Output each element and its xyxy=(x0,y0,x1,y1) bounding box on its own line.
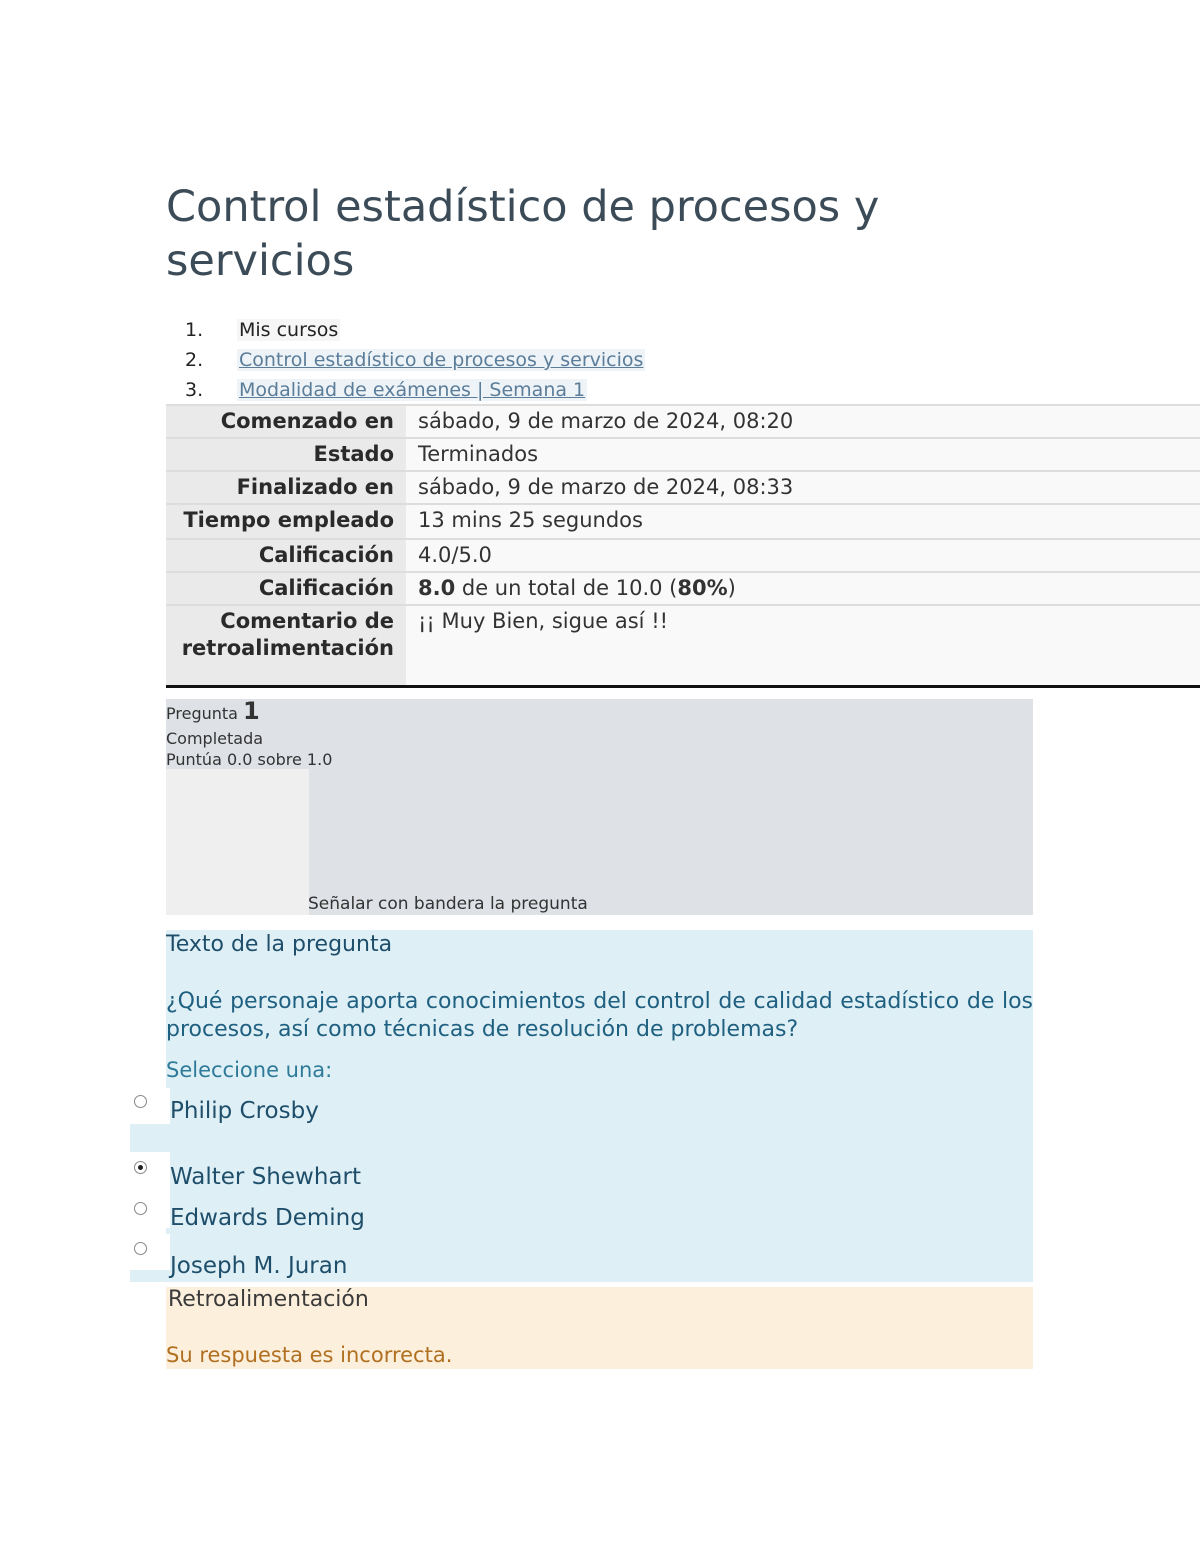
question-info-sidebar xyxy=(166,769,309,915)
grade-score: 8.0 xyxy=(418,576,456,600)
breadcrumb-number: 2. xyxy=(185,349,204,371)
option-radio-4[interactable] xyxy=(134,1242,147,1255)
option-radio-3[interactable] xyxy=(134,1202,147,1215)
summary-value: sábado, 9 de marzo de 2024, 08:33 xyxy=(406,471,1200,504)
option-gutter xyxy=(130,1270,170,1282)
summary-label: Calificación xyxy=(166,572,406,605)
summary-value: ¡¡ Muy Bien, sigue así !! xyxy=(406,605,1200,687)
feedback-message: Su respuesta es incorrecta. xyxy=(166,1343,453,1367)
summary-label: Finalizado en xyxy=(166,471,406,504)
question-prefix: Pregunta xyxy=(166,704,238,723)
option-radio-2[interactable] xyxy=(134,1161,147,1174)
option-label-2[interactable]: Walter Shewhart xyxy=(170,1164,361,1190)
breadcrumb-number: 3. xyxy=(185,379,204,401)
summary-label: Comenzado en xyxy=(166,405,406,438)
summary-row xyxy=(166,572,1200,605)
breadcrumb xyxy=(166,315,645,405)
question-score: Puntúa 0.0 sobre 1.0 xyxy=(166,750,333,769)
breadcrumb-number: 1. xyxy=(185,319,204,341)
summary-label: Comentario de retroalimentación xyxy=(166,605,406,687)
question-text: ¿Qué personaje aporta conocimientos del control de calidad estadístico de los procesos, así como técnicas de resolución de problemas? xyxy=(166,989,1033,1042)
answer-prompt: Seleccione una: xyxy=(166,1058,333,1082)
summary-value: sábado, 9 de marzo de 2024, 08:20 xyxy=(406,405,1200,438)
summary-label: Tiempo empleado xyxy=(166,504,406,539)
summary-row xyxy=(166,471,1200,504)
summary-row xyxy=(166,405,1200,438)
grade-percent: 80% xyxy=(677,576,728,600)
breadcrumb-item[interactable] xyxy=(166,315,645,345)
summary-row xyxy=(166,539,1200,572)
option-label-3[interactable]: Edwards Deming xyxy=(170,1205,365,1231)
question-number: 1 xyxy=(243,697,260,725)
breadcrumb-item[interactable] xyxy=(166,345,645,375)
question-state: Completada xyxy=(166,729,264,748)
summary-value: 4.0/5.0 xyxy=(406,539,1200,572)
summary-row xyxy=(166,605,1200,687)
summary-label: Calificación xyxy=(166,539,406,572)
attempt-summary-table xyxy=(166,404,1200,688)
question-info-panel xyxy=(166,699,1033,915)
breadcrumb-link-exam[interactable]: Modalidad de exámenes | Semana 1 xyxy=(239,379,586,401)
summary-row xyxy=(166,504,1200,539)
summary-label: Estado xyxy=(166,438,406,471)
page-title: Control estadístico de procesos y servicios xyxy=(166,182,880,286)
option-label-1[interactable]: Philip Crosby xyxy=(170,1098,319,1124)
option-gutter xyxy=(130,1152,170,1194)
summary-value: 13 mins 25 segundos xyxy=(406,504,1200,539)
feedback-label: Retroalimentación xyxy=(168,1287,369,1312)
option-gutter xyxy=(130,1124,170,1152)
breadcrumb-item[interactable] xyxy=(166,375,645,405)
flag-question-link[interactable]: Señalar con bandera la pregunta xyxy=(308,894,588,914)
question-text-label: Texto de la pregunta xyxy=(166,932,393,957)
grade-close: ) xyxy=(727,576,736,600)
option-label-4[interactable]: Joseph M. Juran xyxy=(170,1253,348,1279)
summary-value: Terminados xyxy=(406,438,1200,471)
option-radio-1[interactable] xyxy=(134,1095,147,1108)
question-number-line xyxy=(166,697,260,725)
feedback-panel xyxy=(166,1287,1033,1369)
summary-value xyxy=(406,572,1200,605)
breadcrumb-link-mis-cursos[interactable]: Mis cursos xyxy=(239,319,339,341)
breadcrumb-link-course[interactable]: Control estadístico de procesos y servicios xyxy=(239,349,644,371)
grade-total-text: de un total de 10.0 ( xyxy=(455,576,678,600)
summary-row xyxy=(166,438,1200,471)
